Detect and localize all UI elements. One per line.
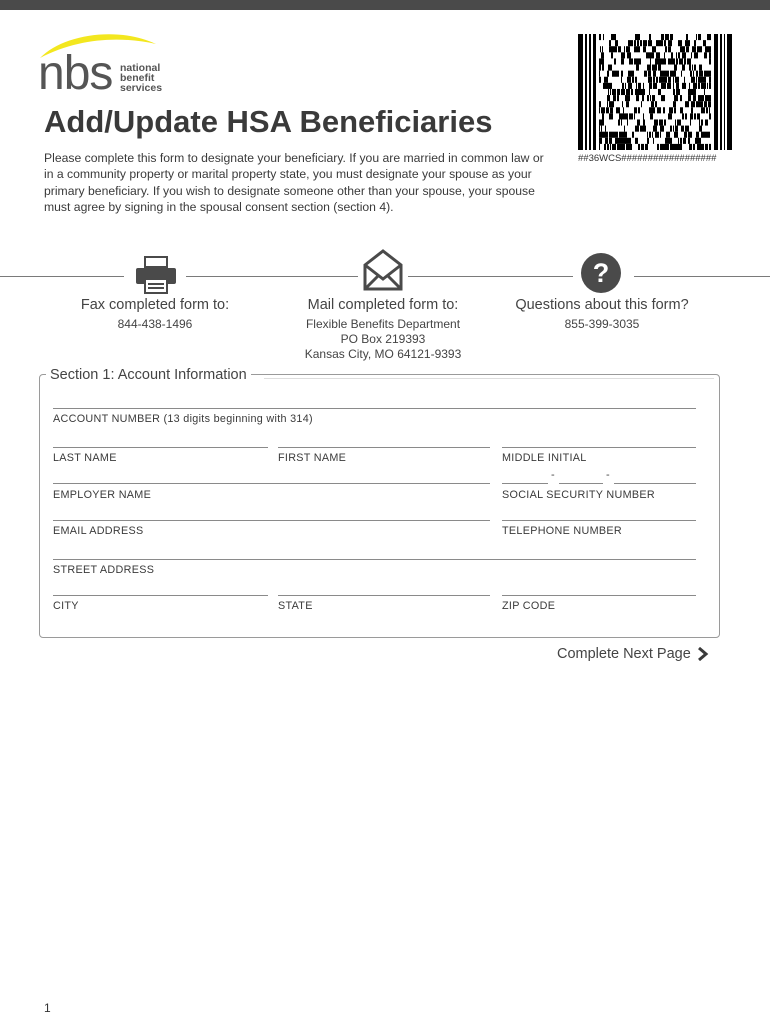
ssn-part-2-field[interactable] — [559, 473, 603, 484]
mail-address-line: Kansas City, MO 64121-9393 — [304, 347, 462, 361]
ssn-separator: - — [606, 469, 610, 481]
street-address-label: STREET ADDRESS — [53, 564, 155, 576]
page-title: Add/Update HSA Beneficiaries — [44, 104, 493, 139]
questions-phone[interactable]: 855-399-3035 — [564, 317, 640, 331]
last-name-field[interactable] — [53, 447, 268, 448]
divider — [264, 378, 714, 379]
mail-address-line: Flexible Benefits Department — [305, 317, 461, 331]
street-address-field[interactable] — [53, 559, 696, 560]
account-number-label: ACCOUNT NUMBER (13 digits beginning with 314) — [53, 413, 313, 425]
divider — [634, 276, 770, 277]
logo-words — [120, 63, 162, 93]
envelope-icon — [361, 247, 405, 293]
fax-number[interactable]: 844-438-1496 — [117, 317, 193, 331]
intro-paragraph: Please complete this form to designate your beneficiary. If you are married in common law or in a community property or marital property state, you must designate your spouse as your primary beneficiary. If you wish to designate someone other than your spouse, your spouse must agree by signing in the spousal consent section (section 4). — [44, 151, 544, 214]
fax-heading: Fax completed form to: — [80, 297, 230, 313]
email-label: EMAIL ADDRESS — [53, 525, 144, 537]
logo-word: services — [120, 82, 163, 94]
svg-text:?: ? — [592, 258, 610, 288]
ssn-label: SOCIAL SECURITY NUMBER — [502, 489, 655, 501]
printer-icon — [134, 254, 178, 296]
employer-name-field[interactable] — [53, 483, 490, 484]
question-icon — [580, 252, 622, 294]
mail-address — [283, 317, 483, 362]
city-field[interactable] — [53, 595, 268, 596]
middle-initial-field[interactable] — [502, 447, 696, 448]
nbs-logo — [38, 30, 178, 100]
section-1-title: Section 1: Account Information — [46, 367, 251, 383]
middle-initial-label: MIDDLE INITIAL — [502, 452, 587, 464]
employer-name-label: EMPLOYER NAME — [53, 489, 152, 501]
divider — [408, 276, 573, 277]
barcode-text: ##36WCS################## — [578, 153, 717, 164]
zip-code-field[interactable] — [502, 595, 696, 596]
barcode-icon — [578, 34, 732, 150]
mail-address-line: PO Box 219393 — [340, 332, 426, 346]
telephone-label: TELEPHONE NUMBER — [502, 525, 622, 537]
logo-wordmark: nbs — [38, 47, 113, 100]
divider — [186, 276, 358, 277]
email-field[interactable] — [53, 520, 490, 521]
top-bar — [0, 0, 770, 10]
page-number: 1 — [44, 1001, 51, 1015]
logo-word: benefit — [120, 72, 155, 84]
complete-next-page-link[interactable]: Complete Next Page — [557, 646, 691, 662]
telephone-field[interactable] — [502, 520, 696, 521]
state-field[interactable] — [278, 595, 490, 596]
ssn-part-1-field[interactable] — [502, 473, 548, 484]
zip-code-label: ZIP CODE — [502, 600, 556, 612]
city-label: CITY — [53, 600, 79, 612]
account-number-field[interactable] — [53, 408, 696, 409]
last-name-label: LAST NAME — [53, 452, 117, 464]
questions-heading: Questions about this form? — [515, 297, 689, 313]
ssn-part-3-field[interactable] — [614, 473, 696, 484]
state-label: STATE — [278, 600, 313, 612]
first-name-field[interactable] — [278, 447, 490, 448]
chevron-right-icon — [697, 647, 709, 661]
logo-word: national — [120, 62, 161, 74]
divider — [0, 276, 124, 277]
first-name-label: FIRST NAME — [278, 452, 347, 464]
mail-heading: Mail completed form to: — [307, 297, 459, 313]
ssn-separator: - — [551, 469, 555, 481]
